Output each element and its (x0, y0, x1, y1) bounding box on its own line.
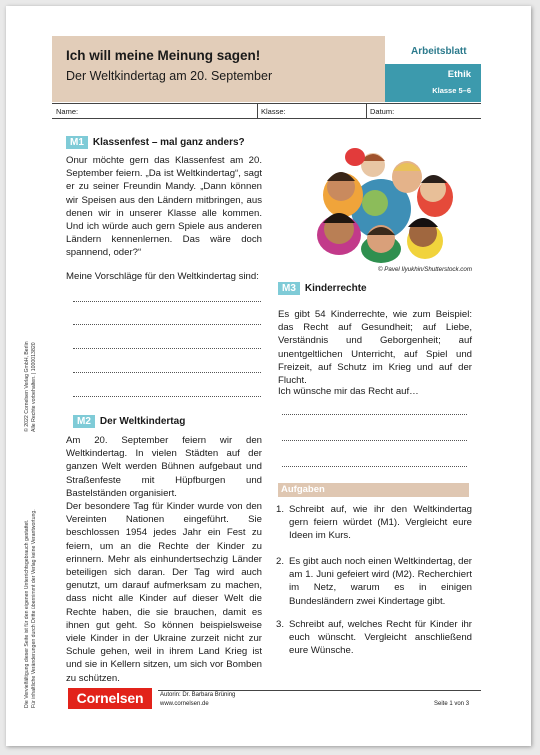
subject-badge (385, 64, 481, 102)
task-text: Es gibt auch noch einen Weltkindertag, der am 1. Juni gefeiert wird (M2). Recherchiert im Netz, warum es in einigen Bundesländern zwei Kindertage gibt. (289, 556, 472, 607)
m1-heading (66, 136, 245, 149)
m1-title: Klassenfest – mal ganz anders? (92, 137, 245, 148)
photo-credit: © Pavel Ilyukhin/Shutterstock.com (378, 266, 472, 273)
answer-line[interactable] (282, 414, 467, 415)
m2-paragraph-2: Der besondere Tag für Kinder wurde von den Vereinten Nationen eingeführt. Sie beschlossen 1954 jedes Jahr ein Fest zu feiern, um an die Rechte der Kinder zu erinnern. Mehr als einhundertsechzig Länder beteiligen sich daran. Der Tag wird auch genutzt, um darauf aufmerksam zu machen, dass nicht alle Kinder auf dieser Welt die Rechte haben, die sie brauchen, damit es ihnen gut geht. So können beispielsweise viele Kinder in der Ukraine zurzeit nicht zur Schule gehen, weil in ihrem Land Krieg ist und sie in Kellern sitzen, um sich vor Bomben zu schützen. (66, 501, 262, 684)
answer-line[interactable] (73, 396, 261, 397)
footer-divider (158, 690, 481, 691)
answer-line[interactable] (282, 466, 467, 467)
answer-line[interactable] (282, 440, 467, 441)
document-type-label: Arbeitsblatt (385, 36, 481, 64)
answer-line[interactable] (73, 348, 261, 349)
answer-line[interactable] (73, 324, 261, 325)
m3-title: Kinderrechte (304, 283, 367, 294)
m1-prompt (66, 270, 266, 283)
m1-paragraph: Onur möchte gern das Klassenfest am 20. September feiern. „Da ist Weltkindertag“, sagt er zu seiner Freundin Mandy. „Dann können wir Speisen aus den Ländern mitbringen, aus denen wir in unserer Klasse alle kommen. Und ich würde auch gern Spiele aus anderen Ländern kennenlernen. Das wäre doch spannend, oder?“ (66, 155, 262, 259)
legal-line-2: Für inhaltliche Veränderungen durch Dritte übernimmt der Verlag keine Verantwortung. (31, 509, 37, 708)
task-text: Schreibt auf, wie ihr den Weltkindertag gern feiern würdet (M1). Vergleicht eure Ideen im Kurs. (289, 504, 472, 542)
m1-badge: M1 (66, 136, 88, 149)
task-number: 1. (276, 504, 285, 515)
m3-prompt (278, 385, 472, 398)
m2-title: Der Weltkindertag (99, 416, 186, 427)
date-field-label: Datum: (370, 107, 395, 116)
page-title: Ich will meine Meinung sagen! (66, 48, 261, 63)
class-field-label: Klasse: (261, 107, 286, 116)
children-around-globe-photo (283, 137, 476, 265)
answer-line[interactable] (73, 301, 261, 302)
grade-label: Klasse 5–6 (432, 86, 471, 95)
tasks-heading: Aufgaben (278, 483, 469, 497)
publisher-website: www.cornelsen.de (160, 701, 209, 707)
m2-paragraph-1: Am 20. September feiern wir den Weltkindertag. In vielen Städten auf der ganzen Welt werden Bühnen aufgebaut und Straßenfeste mit Hüpfburgen und Bastelständen organisiert. (66, 435, 262, 499)
page-number: Seite 1 von 3 (434, 701, 470, 707)
m2-heading (73, 415, 185, 428)
student-info-row (52, 103, 481, 119)
task-number: 3. (276, 619, 285, 630)
m3-text (278, 308, 472, 387)
task-text: Schreibt auf, welches Recht für Kinder ihr euch wünscht. Vergleicht anschließend eure Wünsche. (289, 619, 472, 657)
answer-line[interactable] (73, 372, 261, 373)
task-number: 2. (276, 556, 285, 567)
m2-badge: M2 (73, 415, 95, 428)
m3-badge: M3 (278, 282, 300, 295)
page-subtitle: Der Weltkindertag am 20. September (66, 69, 273, 83)
m3-heading (278, 282, 367, 295)
header-banner (52, 36, 385, 102)
field-divider (366, 104, 367, 119)
m3-prompt-text: Ich wünsche mir das Recht auf… (278, 386, 419, 397)
field-divider (257, 104, 258, 119)
copyright-line-2: Alle Rechte vorbehalten. | 1000013820 (31, 342, 37, 432)
copyright-line-1: © 2022 Cornelsen Verlag GmbH, Berlin (24, 341, 30, 432)
name-field-label: Name: (56, 107, 79, 116)
m2-text (66, 434, 262, 685)
subject-label: Ethik (447, 69, 471, 80)
m1-text (66, 154, 262, 260)
m3-paragraph: Es gibt 54 Kinderrechte, wie zum Beispiel: das Recht auf Gesundheit; auf Liebe, Verständnis und Geborgenheit; auf unentgeltlichen Unterricht, auf Spiel und Freizeit, auf Schutz im Krieg und auf der Flucht. (278, 309, 472, 387)
legal-line-1: Die Vervielfältigung dieser Seite ist für den eigenen Unterrichtsgebrauch gestattet. (24, 519, 30, 708)
m1-prompt-text: Meine Vorschläge für den Weltkindertag sind: (66, 271, 259, 282)
publisher-logo: Cornelsen (68, 688, 152, 709)
author-credit: Autorin: Dr. Barbara Brüning (160, 692, 236, 698)
